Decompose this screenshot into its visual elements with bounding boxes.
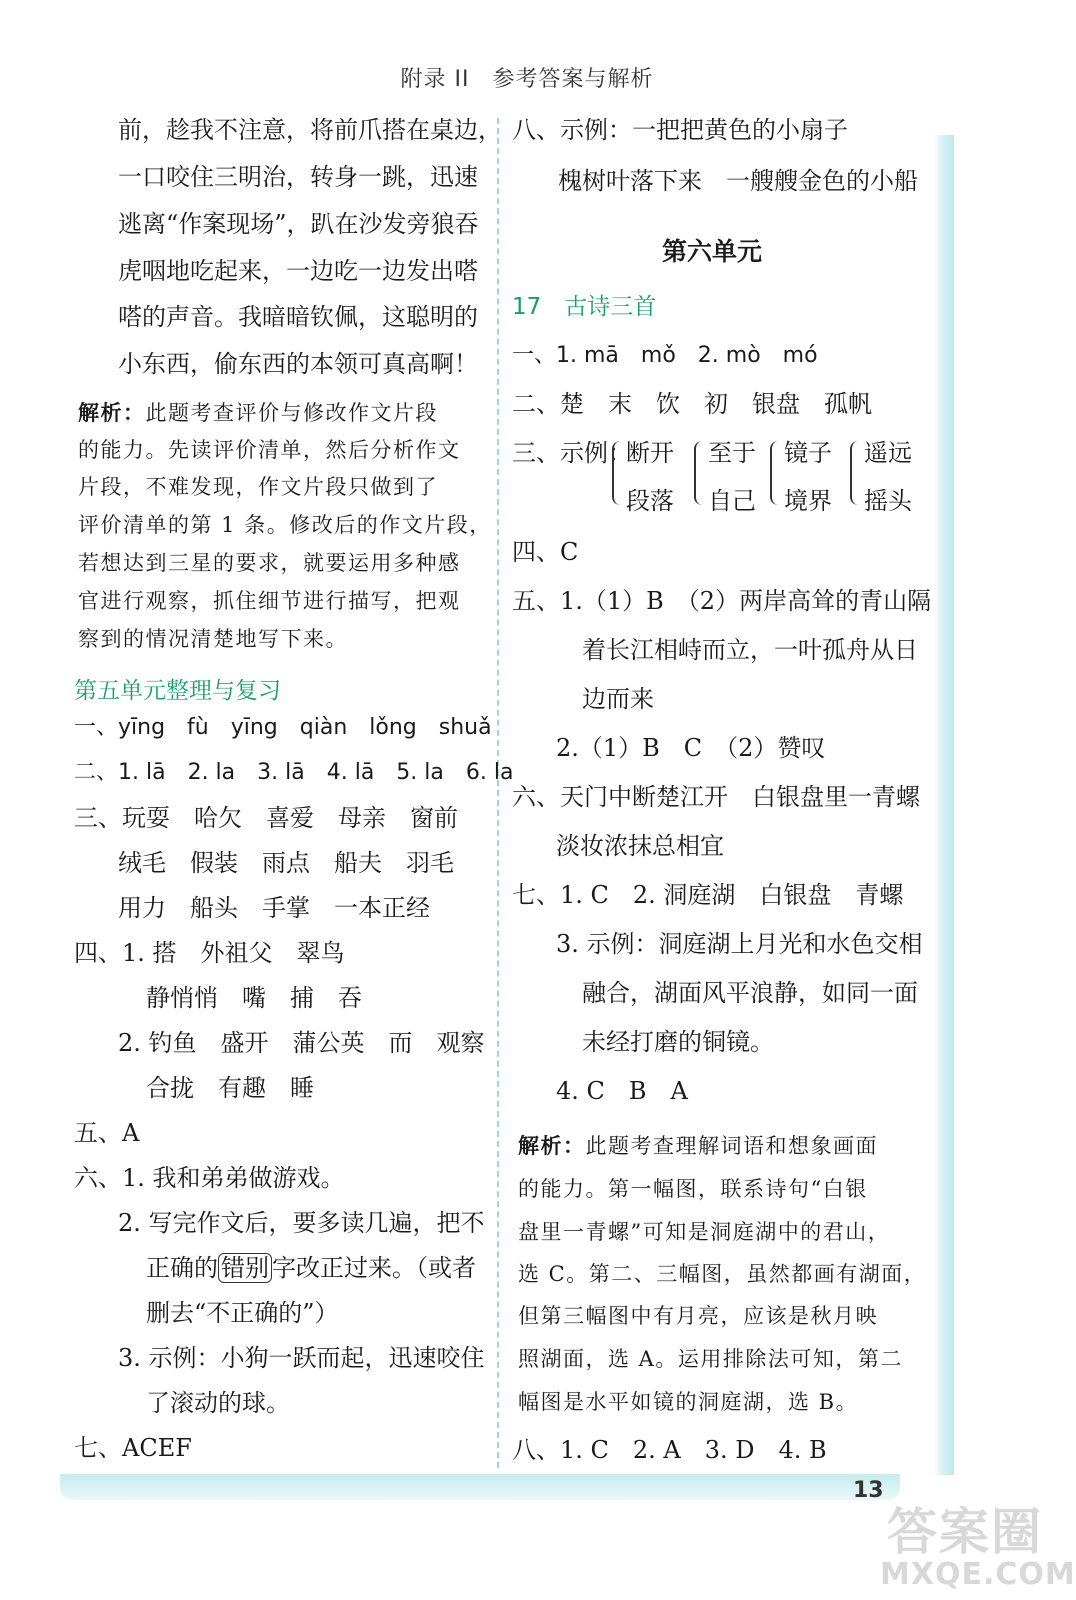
answer-q5: 五、1.（1）B （2）两岸高耸的青山隔 <box>512 587 932 615</box>
page-header: 附录 II 参考答案与解析 <box>400 67 654 92</box>
answer-q4: 四、1. 搭 外祖父 翠鸟 <box>74 939 345 967</box>
analysis-line <box>518 1130 878 1162</box>
answer-q6: 了滚动的球。 <box>146 1389 290 1417</box>
unit-title: 第六单元 <box>662 237 763 266</box>
answer-q1: 一、yīng fù yīng qiàn lǒng shuǎ <box>74 715 492 740</box>
column-divider <box>497 118 499 1468</box>
answer-q4: 2. 钓鱼 盛开 蒲公英 而 观察 <box>118 1029 485 1057</box>
analysis-label: 解析： <box>518 1134 586 1158</box>
analysis-text: 此题考查理解词语和想象画面 <box>585 1134 878 1158</box>
analysis-line: 的能力。先读评价清单，然后分析作文 <box>78 438 461 462</box>
answer-text: 正确的 <box>146 1254 218 1282</box>
answer-q8: 八、1. C 2. A 3. D 4. B <box>512 1436 827 1464</box>
passage-line: 前，趁我不注意，将前爪搭在桌边， <box>118 116 502 144</box>
pair-word: 至于 <box>708 439 756 467</box>
pair-word: 断开 <box>626 439 674 467</box>
answer-q6: 2. 写完作文后，要多读几遍，把不 <box>118 1209 485 1237</box>
answer-q5: 五、A <box>74 1119 140 1147</box>
answer-q7: 七、1. C 2. 洞庭湖 白银盘 青螺 <box>512 881 904 909</box>
answer-q2: 二、1. lā 2. la 3. lā 4. lā 5. la 6. la <box>74 760 514 785</box>
analysis-line: 片段，不难发现，作文片段只做到了 <box>78 475 438 499</box>
analysis-line: 的能力。第一幅图，联系诗句“白银 <box>518 1177 868 1201</box>
analysis-line: 但第三幅图中有月亮，应该是秋月映 <box>518 1304 878 1328</box>
lesson-title: 17 古诗三首 <box>512 294 657 320</box>
analysis-label: 解析： <box>78 401 146 425</box>
pair-word: 镜子 <box>784 439 832 467</box>
watermark-logo <box>880 1503 1076 1592</box>
analysis-line: 照湖面，选 A。运用排除法可知，第二 <box>518 1347 903 1371</box>
passage-line: 嗒的声音。我暗暗钦佩，这聪明的 <box>118 303 478 331</box>
analysis-line: 若想达到三星的要求，就要运用多种感 <box>78 551 461 575</box>
passage-line: 虎咽地吃起来，一边吃一边发出嗒 <box>118 257 478 285</box>
answer-q7: 4. C B A <box>556 1077 688 1105</box>
pair-word: 段落 <box>626 487 674 515</box>
page-number: 13 <box>853 1478 884 1503</box>
answer-q7: 七、ACEF <box>74 1434 192 1462</box>
answer-q7: 3. 示例：洞庭湖上月光和水色交相 <box>556 930 923 958</box>
answer-q4: 合拢 有趣 睡 <box>146 1074 314 1102</box>
word-pair <box>612 437 692 517</box>
answer-q4: 四、C <box>512 538 579 566</box>
answer-q8: 槐树叶落下来 一艘艘金色的小船 <box>558 167 918 195</box>
analysis-line: 盘里一青螺”可知是洞庭湖中的君山， <box>518 1220 891 1244</box>
brace <box>694 441 704 505</box>
answer-q6: 删去“不正确的”） <box>146 1299 339 1327</box>
answer-q6: 六、天门中断楚江开 白银盘里一青螺 <box>512 783 920 811</box>
boxed-word: 错别 <box>218 1253 272 1283</box>
passage-line: 一口咬住三明治，转身一跳，迅速 <box>118 163 478 191</box>
analysis-line <box>78 397 438 429</box>
pair-word: 摇头 <box>864 487 912 515</box>
pair-word: 境界 <box>784 487 832 515</box>
brace <box>850 441 860 505</box>
brace <box>770 441 780 505</box>
answer-q6: 3. 示例：小狗一跃而起，迅速咬住 <box>118 1344 485 1372</box>
answer-q6: 淡妆浓抹总相宜 <box>556 832 724 860</box>
analysis-line: 官进行观察，抓住细节进行描写，把观 <box>78 589 461 613</box>
answer-q1: 一、1. mā mǒ 2. mò mó <box>512 343 818 368</box>
analysis-line: 选 C。第二、三幅图，虽然都画有湖面， <box>518 1262 927 1286</box>
answer-q7: 融合，湖面风平浪静，如同一面 <box>582 979 918 1007</box>
answer-text: 字改正过来。（或者 <box>272 1254 476 1282</box>
word-pair <box>850 437 930 517</box>
answer-q4: 静悄悄 嘴 捕 吞 <box>146 984 362 1012</box>
pair-word: 自己 <box>708 487 756 515</box>
watermark-url: MXQE.COM <box>880 1557 1076 1592</box>
passage-line: 小东西，偷东西的本领可真高啊！ <box>118 350 478 378</box>
analysis-line: 幅图是水平如镜的洞庭湖，选 B。 <box>518 1390 859 1414</box>
word-pair <box>770 437 850 517</box>
answer-q5: 边而来 <box>582 685 654 713</box>
analysis-text: 此题考查评价与修改作文片段 <box>145 401 438 425</box>
analysis-line: 评价清单的第 1 条。修改后的作文片段， <box>78 513 492 537</box>
brace <box>612 441 622 505</box>
section-title: 第五单元整理与复习 <box>74 678 281 704</box>
watermark-text: 答案圈 <box>887 1503 1043 1561</box>
answer-q3: 绒毛 假装 雨点 船夫 羽毛 <box>118 849 454 877</box>
answer-q2: 二、楚 末 饮 初 银盘 孤帆 <box>512 390 872 418</box>
answer-q3: 三、玩耍 哈欠 喜爱 母亲 窗前 <box>74 804 458 832</box>
passage-line: 逃离“作案现场”，趴在沙发旁狼吞 <box>118 210 479 238</box>
decorative-bottom-band <box>60 1474 900 1500</box>
pair-word: 遥远 <box>864 439 912 467</box>
answer-q3-label: 三、示例： <box>512 439 632 467</box>
decorative-side-band <box>934 135 954 1475</box>
word-pair <box>694 437 774 517</box>
answer-q6: 六、1. 我和弟弟做游戏。 <box>74 1164 345 1192</box>
answer-q3: 用力 船头 手掌 一本正经 <box>118 894 430 922</box>
answer-q5: 2.（1）B C （2）赞叹 <box>556 734 826 762</box>
answer-q6 <box>146 1252 476 1284</box>
answer-q5: 着长江相峙而立，一叶孤舟从日 <box>582 636 918 664</box>
answer-q8: 八、示例：一把把黄色的小扇子 <box>512 116 848 144</box>
answer-q7: 未经打磨的铜镜。 <box>582 1028 774 1056</box>
analysis-line: 察到的情况清楚地写下来。 <box>78 627 348 651</box>
